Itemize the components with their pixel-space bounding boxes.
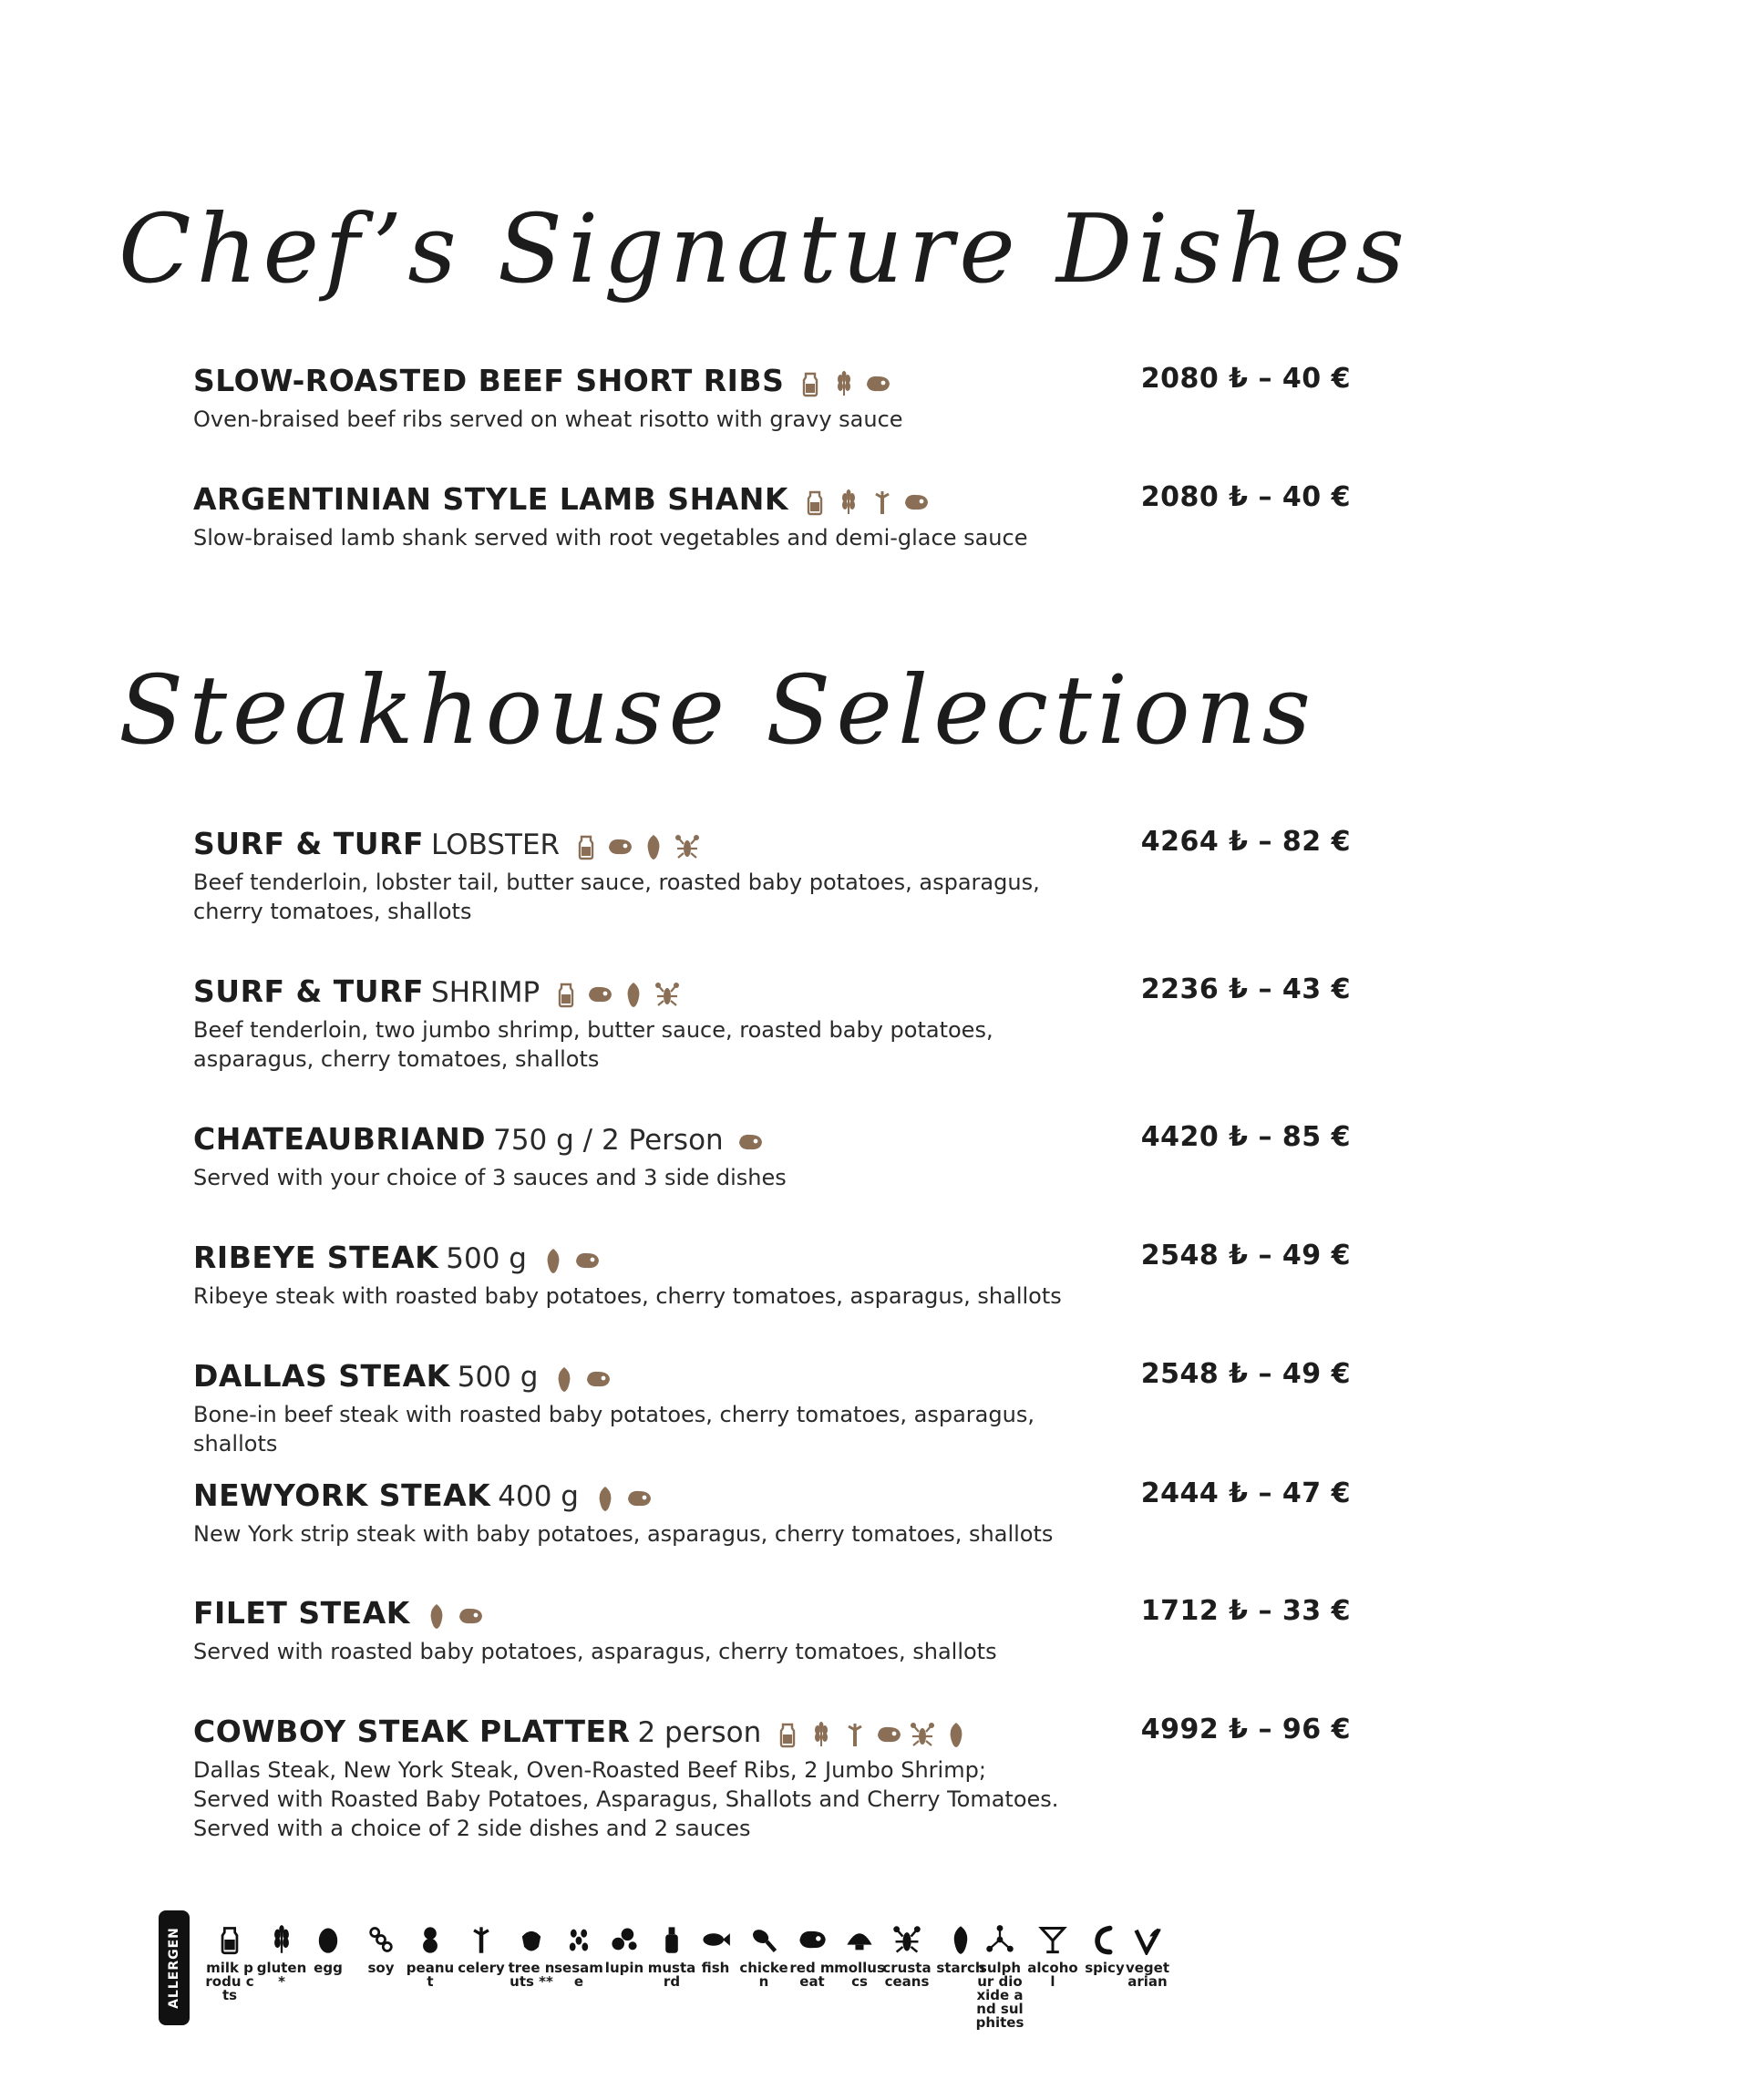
allergen-icons (774, 1721, 976, 1752)
legend-label: crusta ceans (882, 1960, 932, 1990)
crustaceans-icon (909, 1721, 936, 1752)
menu-item-price: 2080 ₺ – 40 € (1140, 481, 1351, 513)
menu-item-header (193, 973, 1351, 1015)
menu-item-price: 4992 ₺ – 96 € (1140, 1714, 1351, 1745)
milk-icon (797, 370, 824, 401)
allergen-tab (159, 1910, 190, 2025)
legend-entry-sesame (553, 1921, 604, 1989)
menu-item (193, 363, 1351, 434)
chicken-icon (738, 1921, 789, 1958)
legend-label: soy (367, 1960, 395, 1976)
menu-item (193, 1240, 1351, 1311)
tree-nuts-icon (506, 1921, 557, 1958)
red-meat-icon (902, 489, 930, 520)
menu-item (193, 973, 1351, 1074)
milk-icon (572, 833, 600, 864)
menu-item-name: COWBOY STEAK PLATTER (193, 1714, 631, 1749)
menu-item-portion: 750 g / 2 Person (493, 1124, 724, 1157)
legend-entry-lupin (599, 1921, 650, 1975)
legend-label: sulphur dioxide and sulphites (975, 1960, 1024, 2031)
red-meat-icon (787, 1921, 838, 1958)
legend-entry-milk (204, 1921, 255, 2002)
celery-icon (841, 1721, 869, 1752)
menu-item-portion: LOBSTER (431, 829, 561, 861)
legend-entry-red-meat (787, 1921, 838, 1989)
crustaceans-icon (654, 981, 681, 1012)
menu-item (193, 1595, 1351, 1666)
menu-item-description: Oven-braised beef ribs served on wheat risotto with gravy sauce (193, 407, 903, 432)
allergen-icons (540, 1247, 607, 1278)
menu-item-price: 2548 ₺ – 49 € (1140, 1240, 1351, 1271)
legend-label: lupin (604, 1960, 644, 1976)
legend-entry-tree-nuts (506, 1921, 557, 1989)
legend-label: milk produ cts (205, 1960, 254, 2003)
menu-item-header (193, 1358, 1351, 1400)
legend-entry-fish (690, 1921, 741, 1975)
red-meat-icon (864, 370, 891, 401)
menu-item-price: 1712 ₺ – 33 € (1140, 1595, 1351, 1627)
allergen-icons (736, 1128, 770, 1159)
legend-entry-egg (303, 1921, 354, 1975)
red-meat-icon (586, 981, 613, 1012)
soy-icon (355, 1921, 407, 1958)
legend-label: mustard (647, 1960, 696, 1990)
gluten-icon (256, 1921, 307, 1958)
legend-entry-celery (456, 1921, 507, 1975)
menu-item-description: Served with roasted baby potatoes, asparagus, cherry tomatoes, shallots (193, 1639, 997, 1664)
legend-entry-vegetarian (1122, 1921, 1173, 1989)
section-title-steakhouse: Steakhouse Selections (118, 654, 1317, 766)
milk-icon (774, 1721, 801, 1752)
menu-item (193, 481, 1351, 552)
legend-label: celery (458, 1960, 505, 1976)
menu-item-name: NEWYORK STEAK (193, 1477, 491, 1513)
menu-item-price: 2548 ₺ – 49 € (1140, 1358, 1351, 1390)
legend-label: chicken (739, 1960, 788, 1990)
menu-item-description: Bone-in beef steak with roasted baby potatoes, cherry tomatoes, asparagus, shallots (193, 1402, 1035, 1457)
section-title-signature: Chef’s Signature Dishes (118, 193, 1410, 304)
starch-icon (640, 833, 667, 864)
menu-item-name: ARGENTINIAN STYLE LAMB SHANK (193, 481, 788, 517)
legend-entry-gluten (256, 1921, 307, 1989)
menu-item-price: 4420 ₺ – 85 € (1140, 1121, 1351, 1153)
lupin-icon (599, 1921, 650, 1958)
legend-label: vegetarian (1125, 1960, 1170, 1990)
legend-label: spicy (1085, 1960, 1125, 1976)
menu-item-portion: 500 g (446, 1242, 527, 1275)
menu-item-header (193, 1714, 1351, 1755)
legend-entry-alcohol (1027, 1921, 1078, 1989)
allergen-icons (801, 489, 936, 520)
menu-item (193, 1358, 1351, 1458)
alcohol-icon (1027, 1921, 1078, 1958)
legend-label: sesame (554, 1960, 603, 1990)
red-meat-icon (625, 1485, 653, 1516)
legend-entry-sulphur (974, 1921, 1025, 2030)
red-meat-icon (606, 833, 633, 864)
allergen-icons (592, 1485, 659, 1516)
gluten-icon (830, 370, 858, 401)
legend-label: gluten* (256, 1960, 307, 1990)
menu-item-portion: 400 g (498, 1480, 579, 1513)
red-meat-icon (573, 1247, 601, 1278)
menu-item-description: Slow-braised lamb shank served with root vegetables and demi-glace sauce (193, 525, 1028, 551)
starch-icon (551, 1365, 578, 1396)
menu-item-header (193, 1121, 1351, 1163)
menu-item-portion: SHRIMP (431, 976, 540, 1009)
peanut-icon (405, 1921, 456, 1958)
menu-item-portion: 2 person (637, 1716, 762, 1749)
menu-item-description: Ribeye steak with roasted baby potatoes, cherry tomatoes, asparagus, shallots (193, 1283, 1062, 1309)
vegetarian-icon (1122, 1921, 1173, 1958)
legend-entry-crustaceans (881, 1921, 932, 1989)
allergen-icons (572, 833, 707, 864)
gluten-icon (808, 1721, 835, 1752)
red-meat-icon (736, 1128, 764, 1159)
menu-item (193, 1121, 1351, 1192)
menu-item-price: 2444 ₺ – 47 € (1140, 1477, 1351, 1509)
legend-entry-chicken (738, 1921, 789, 1989)
menu-item-header (193, 826, 1351, 868)
allergen-tab-label: ALLERGEN (167, 1927, 181, 2009)
fish-icon (690, 1921, 741, 1958)
menu-item-name: RIBEYE STEAK (193, 1240, 439, 1275)
menu-item-price: 2080 ₺ – 40 € (1140, 363, 1351, 395)
milk-icon (552, 981, 580, 1012)
menu-item-name: FILET STEAK (193, 1595, 410, 1631)
menu-item-header (193, 363, 1351, 405)
sulphur-icon (974, 1921, 1025, 1958)
menu-item-portion: 500 g (457, 1361, 539, 1394)
menu-item-name: CHATEAUBRIAND (193, 1121, 487, 1157)
starch-icon (942, 1721, 970, 1752)
legend-label: starch (936, 1960, 985, 1976)
legend-label: egg (314, 1960, 343, 1976)
menu-item-description: Dallas Steak, New York Steak, Oven-Roasted Beef Ribs, 2 Jumbo Shrimp; Served with Roasted Baby Potatoes, Asparagus, Shallots and Cherry Tomatoes. Served with a choice of 2 side dishes and 2 sauces (193, 1757, 1059, 1841)
red-meat-icon (457, 1602, 484, 1633)
menu-item-header (193, 1240, 1351, 1282)
starch-icon (592, 1485, 619, 1516)
legend-label: alcohol (1027, 1960, 1078, 1990)
sesame-icon (553, 1921, 604, 1958)
milk-icon (204, 1921, 255, 1958)
menu-item (193, 1477, 1351, 1549)
menu-item-price: 2236 ₺ – 43 € (1140, 973, 1351, 1005)
menu-item-description: Served with your choice of 3 sauces and 3 side dishes (193, 1165, 787, 1190)
menu-item (193, 826, 1351, 926)
legend-entry-peanut (405, 1921, 456, 1989)
allergen-icons (797, 370, 898, 401)
milk-icon (801, 489, 829, 520)
legend-entry-molluscs (834, 1921, 885, 1989)
red-meat-icon (584, 1365, 612, 1396)
menu-item-name: SURF & TURF (193, 973, 425, 1009)
legend-label: tree nuts ** (508, 1960, 555, 1990)
egg-icon (303, 1921, 354, 1958)
starch-icon (540, 1247, 567, 1278)
starch-icon (620, 981, 647, 1012)
menu-item-name: SURF & TURF (193, 826, 425, 861)
legend-label: molluscs (834, 1960, 885, 1990)
menu-item-header (193, 481, 1351, 523)
menu-item-description: Beef tenderloin, two jumbo shrimp, butter sauce, roasted baby potatoes, asparagus, cherry tomatoes, shallots (193, 1017, 993, 1072)
legend-label: peanut (406, 1960, 455, 1990)
molluscs-icon (834, 1921, 885, 1958)
celery-icon (456, 1921, 507, 1958)
gluten-icon (835, 489, 862, 520)
crustaceans-icon (674, 833, 701, 864)
celery-icon (869, 489, 896, 520)
red-meat-icon (875, 1721, 902, 1752)
legend-label: red meat (789, 1960, 835, 1990)
menu-item-description: Beef tenderloin, lobster tail, butter sauce, roasted baby potatoes, asparagus, cherry tomatoes, shallots (193, 870, 1040, 924)
menu-item-name: SLOW-ROASTED BEEF SHORT RIBS (193, 363, 785, 398)
menu-item-description: New York strip steak with baby potatoes, asparagus, cherry tomatoes, shallots (193, 1521, 1054, 1547)
crustaceans-icon (881, 1921, 932, 1958)
allergen-icons (552, 981, 687, 1012)
allergen-icons (551, 1365, 618, 1396)
legend-label: fish (701, 1960, 730, 1976)
menu-item-header (193, 1477, 1351, 1519)
starch-icon (423, 1602, 450, 1633)
allergen-legend (159, 1910, 1380, 2029)
menu-item (193, 1714, 1351, 1843)
menu-item-name: DALLAS STEAK (193, 1358, 450, 1394)
legend-entry-soy (355, 1921, 407, 1975)
allergen-icons (423, 1602, 490, 1633)
menu-item-price: 4264 ₺ – 82 € (1140, 826, 1351, 858)
menu-item-header (193, 1595, 1351, 1637)
